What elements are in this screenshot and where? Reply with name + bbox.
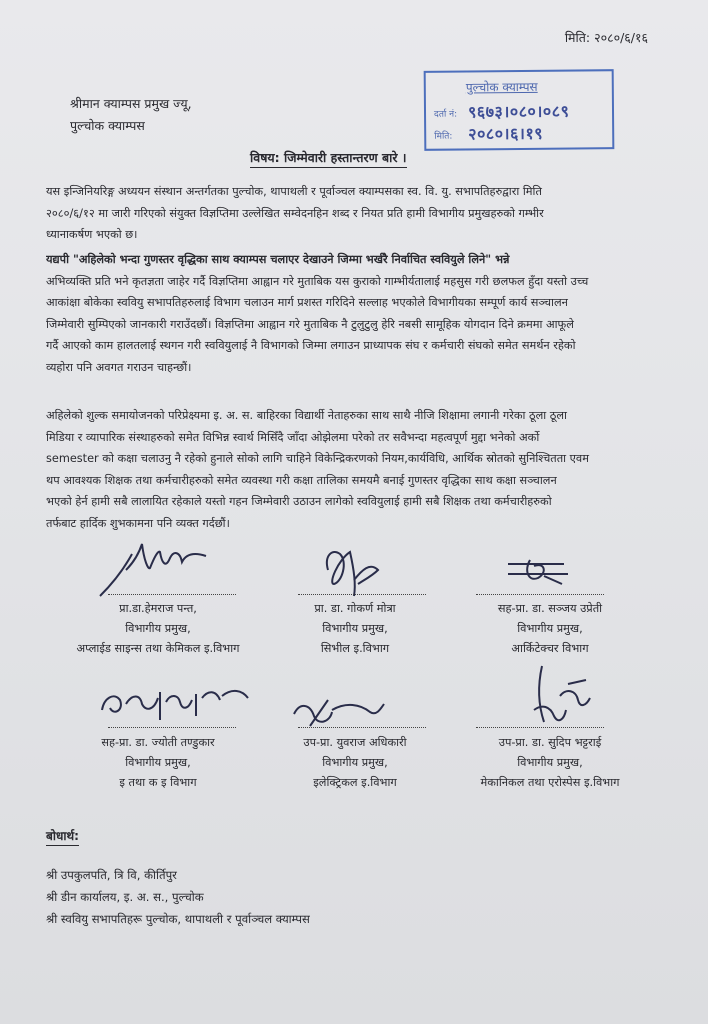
- signatory-block-6: [450, 733, 650, 793]
- signatory-name: सह-प्रा. डा. सञ्जय उप्रेती: [497, 602, 603, 615]
- paragraph-1: [46, 181, 662, 246]
- paragraph-line: भएको हेर्न हामी सबै लालायित रहेकाले यस्तो गहन जिम्मेवारी उठाउन लागेको स्ववियुलाई हामी सबै शिक्षक तथा कर्मचारीहरुको: [46, 495, 552, 508]
- signatory-title: विभागीय प्रमुख,: [517, 622, 583, 635]
- paragraph-line: जिम्मेवारी सुम्पिएको जानकारी गराउँदछौं। विज्ञप्तिमा आह्वान गरे मुताबिक नै टुलुटुलु हेरि नबसी सामूहिक योगदान दिने क्रममा आफूले: [46, 317, 574, 331]
- paragraph-line: आकांक्षा बोकेका स्ववियु सभापतिहरुलाई विभाग चलाउन मार्ग प्रशस्त गरिदिने सल्लाह भएकोले विभागीयका सम्पूर्ण कार्य सञ्चालन: [46, 296, 568, 309]
- paragraph-line: व्यहोरा पनि अवगत गराउन चाहन्छौं।: [46, 360, 192, 374]
- signatory-title: विभागीय प्रमुख,: [517, 756, 583, 769]
- signatory-title: विभागीय प्रमुख,: [322, 756, 388, 769]
- paragraph-line: ध्यानाकर्षण भएको छ।: [46, 228, 138, 241]
- signatory-block-2: [255, 599, 455, 659]
- signature-5: [290, 690, 386, 730]
- paragraph-line: अहिलेको शुल्क समायोजनको परिप्रेक्ष्यमा इ. अ. स. बाहिरका विद्यार्थी नेताहरुका साथ साथै नीजि शिक्षामा लगानी गरेका ठूला ठूला: [46, 409, 567, 422]
- signature-line: [476, 727, 604, 728]
- paragraph-line: २०८०/६/१२ मा जारी गरिएको संयुक्त विज्ञप्तिमा उल्लेखित सम्वेदनहिन शब्द र नियत प्रति हामी विभागीय प्रमुखहरुको गम्भीर: [46, 206, 544, 220]
- signatory-title: विभागीय प्रमुख,: [322, 622, 388, 635]
- recipient-line-1: श्रीमान क्याम्पस प्रमुख ज्यू,: [70, 96, 192, 111]
- paragraph-line: यद्यपी "अहिलेको भन्दा गुणस्तर वृद्धिका साथ क्याम्पस चलाएर देखाउने जिम्मा भर्खरै निर्वाचित स्ववियुले लिने" भन्ने: [46, 253, 510, 266]
- signature-line: [298, 727, 426, 728]
- signature-line: [298, 594, 426, 595]
- signatory-department: मेकानिकल तथा एरोस्पेस इ.विभाग: [480, 776, 620, 789]
- paragraph-line: यस इन्जिनियरिङ्ग अध्ययन संस्थान अन्तर्गतका पुल्चोक, थापाथली र पूर्वाञ्चल क्याम्पसका स्व. वि. यु. सभापतिहरुद्वारा मिति: [46, 185, 542, 198]
- signature-2: [318, 540, 388, 602]
- cc-item: श्री डीन कार्यालय, इ. अ. स., पुल्चोक: [46, 890, 204, 904]
- cc-item: श्री स्ववियु सभापतिहरू पुल्चोक, थापाथली र पूर्वाञ्चल क्याम्पस: [46, 912, 310, 926]
- paragraph-3: [46, 405, 662, 534]
- signatory-block-5: [255, 733, 455, 793]
- recipient-line-2: पुल्चोक क्याम्पस: [70, 118, 145, 133]
- paragraph-line: semester को कक्षा चलाउनु नै रहेको हुनाले सोको लागि चाहिने विकेन्द्रिकरणको नियम,कार्यविधि, आर्थिक स्रोतको सुनिश्चितता एवम: [46, 452, 589, 465]
- paragraph-line: अभिव्यक्ति प्रति भने कृतज्ञता जाहेर गर्दै विज्ञप्तिमा आह्वान गरे मुताबिक यस कुराको गाम्भीर्यतालाई महसुस गरी छलफल हुँदा यस्तो उच्च: [46, 274, 589, 288]
- stamp-title: पुल्चोक क्याम्पस: [465, 79, 538, 95]
- paragraph-line: गर्दै आएको काम हालतलाई स्थगन गरी स्ववियुलाई नै विभागको जिम्मा लगाउन प्राध्यापक संघ र कर्मचारी संघको समेत समर्थन रहेको: [46, 339, 576, 352]
- signatory-name: उप-प्रा. युवराज अधिकारी: [303, 736, 407, 749]
- signatory-department: आर्किटेक्चर विभाग: [511, 642, 589, 655]
- signatory-title: विभागीय प्रमुख,: [125, 756, 191, 769]
- registration-stamp: [424, 69, 615, 151]
- paragraph-line: थप आवश्यक शिक्षक तथा कर्मचारीहरुको समेत व्यवस्था गरी कक्षा तालिका समयमै बनाई गुणस्तर वृद्धिका साथ कक्षा सञ्चालन: [46, 473, 557, 487]
- letter-subject: विषय: जिम्मेवारी हस्तान्तरण बारे ।: [250, 150, 407, 165]
- signatory-name: उप-प्रा. डा. सुदिप भट्टराई: [498, 736, 602, 749]
- signatory-department: इ तथा क इ विभाग: [119, 776, 197, 789]
- paragraph-2: [46, 249, 662, 378]
- paragraph-line: तर्फबाट हार्दिक शुभकामना पनि व्यक्त गर्दछौं।: [46, 516, 230, 530]
- stamp-reg-label: दर्ता नं:: [433, 109, 458, 120]
- signatory-block-4: [58, 733, 258, 793]
- signature-line: [108, 594, 236, 595]
- signatory-title: विभागीय प्रमुख,: [125, 622, 191, 635]
- signatory-block-1: [58, 599, 258, 659]
- signatory-department: इलेक्ट्रिकल इ.विभाग: [313, 776, 397, 789]
- signatory-name: सह-प्रा. डा. ज्योती तण्डुकार: [101, 736, 215, 749]
- signature-line: [108, 727, 236, 728]
- signatory-block-3: [450, 599, 650, 659]
- signature-4: [96, 680, 256, 724]
- stamp-date-label: मिति:: [434, 131, 453, 142]
- signatory-name: प्रा. डा. गोकर्ण मोत्रा: [314, 602, 396, 615]
- signatory-name: प्रा.डा.हेमराज पन्त,: [119, 602, 197, 615]
- cc-heading: बोधार्थ:: [46, 829, 79, 843]
- signature-1: [96, 540, 216, 600]
- paragraph-line: मिडिया र व्यापारिक संस्थाहरुको समेत विभिन्न स्वार्थ मिसिँदै जाँदा ओझेलमा परेको तर सवैभन्दा महत्वपूर्ण मुद्दा भनेको अर्को: [46, 430, 540, 444]
- stamp-date-value: २०८०।६।१९: [468, 123, 544, 144]
- signature-line: [476, 594, 604, 595]
- letter-date: मिति: २०८०/६/१६: [564, 30, 648, 45]
- signatory-department: सिभील इ.विभाग: [320, 642, 390, 655]
- signature-6: [528, 660, 598, 732]
- signature-3: [504, 556, 574, 586]
- cc-item: श्री उपकुलपति, त्रि वि, कीर्तिपुर: [46, 868, 177, 882]
- stamp-reg-value: ९६७३।०८०।०८९: [467, 101, 570, 122]
- signatory-department: अप्लाईड साइन्स तथा केमिकल इ.विभाग: [76, 642, 240, 655]
